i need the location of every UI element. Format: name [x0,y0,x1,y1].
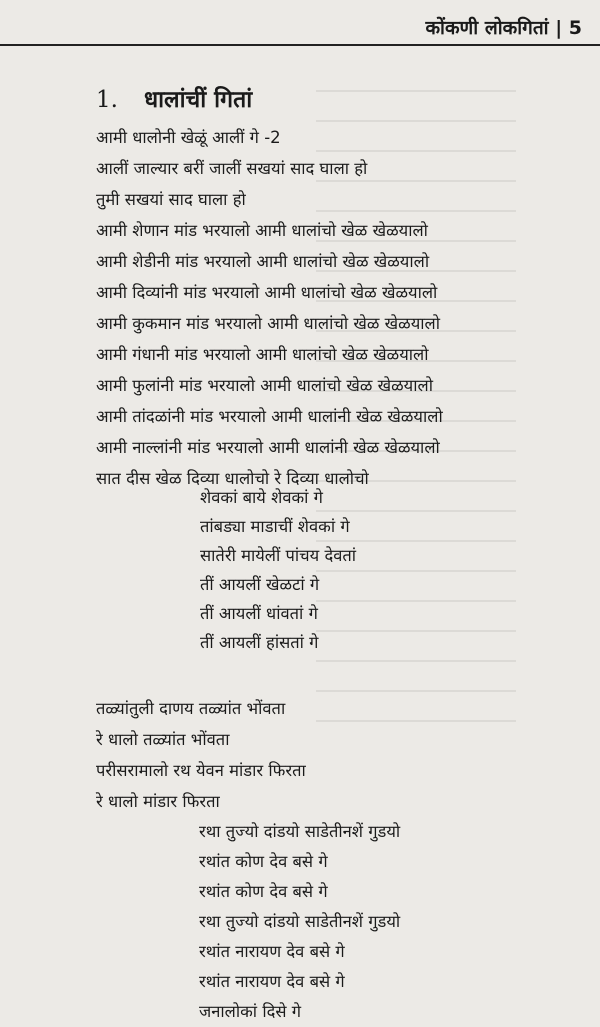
verse-line: आमी तांदळांनी मांड भरयालो आमी धालांनी खेळ खेळयालो [96,407,443,426]
verse-line: आमी धालोनी खेळूं आलीं गे -2 [96,128,281,147]
verse-line: रथा तुज्यो दांडयो साडेतीनशें गुडयो [199,822,401,841]
header-rule [0,44,600,46]
verse-line: आमी नाल्लांनी मांड भरयालो आमी धालांनी खेळ खेळयालो [96,438,440,457]
verse-line: शेवकां बाये शेवकां गे [200,488,323,507]
verse-block-4 [199,817,400,1027]
verse-line: आमी शेणान मांड भरयालो आमी धालांचो खेळ खेळयालो [96,221,428,240]
verse-line: आलीं जाल्यार बरीं जालीं सखयां साद घाला हो [96,159,368,178]
verse-line: आमी शेडीनी मांड भरयालो आमी धालांचो खेळ खेळयालो [96,252,430,271]
verse-block-3 [96,693,306,817]
verse-line: रथांत कोण देव बसे गे [199,882,328,901]
verse-line: जनालोकां दिसे गे [199,1002,302,1021]
verse-line: तीं आयलीं हांसतां गे [200,633,319,652]
verse-line: आमी दिव्यांनी मांड भरयालो आमी धालांचो खेळ खेळयालो [96,283,438,302]
running-title: कोंकणी लोकगितां | 5 [425,17,582,39]
song-title: धालांचीं गितां [143,87,253,113]
verse-line: रथांत कोण देव बसे गे [199,852,328,871]
verse-line: रे धालो तळ्यांत भोंवता [96,730,230,749]
verse-line: आमी फुलांनी मांड भरयालो आमी धालांचो खेळ खेळयालो [96,376,433,395]
page-header [0,0,600,48]
verse-line: तुमी सखयां साद घाला हो [96,190,246,209]
verse-line: रथा तुज्यो दांडयो साडेतीनशें गुडयो [199,912,401,931]
verse-line: रे धालो मांडार फिरता [96,792,220,811]
verse-line: परीसरामालो रथ येवन मांडार फिरता [96,761,306,780]
verse-line: तीं आयलीं खेळटां गे [200,575,320,594]
verse-line: तीं आयलीं धांवतां गे [200,604,318,623]
verse-line: आमी गंधानी मांड भरयालो आमी धालांचो खेळ खेळयालो [96,345,429,364]
verse-line: तळ्यांतुली दाणय तळ्यांत भोंवता [96,699,286,718]
verse-line: रथांत नारायण देव बसे गे [199,972,345,991]
verse-line: सात दीस खेळ दिव्या धालोचो रे दिव्या धालोचो [96,469,369,488]
verse-block-1 [96,122,443,494]
verse-line: सातेरी मायेलीं पांचय देवतां [200,546,357,565]
song-heading [96,82,252,114]
song-number: 1. [96,87,118,113]
verse-line: रथांत नारायण देव बसे गे [199,942,345,961]
verse-line: आमी कुकमान मांड भरयालो आमी धालांचो खेळ खेळयालो [96,314,440,333]
verse-block-2 [200,483,356,657]
verse-line: तांबड्या माडाचीं शेवकां गे [200,517,350,536]
